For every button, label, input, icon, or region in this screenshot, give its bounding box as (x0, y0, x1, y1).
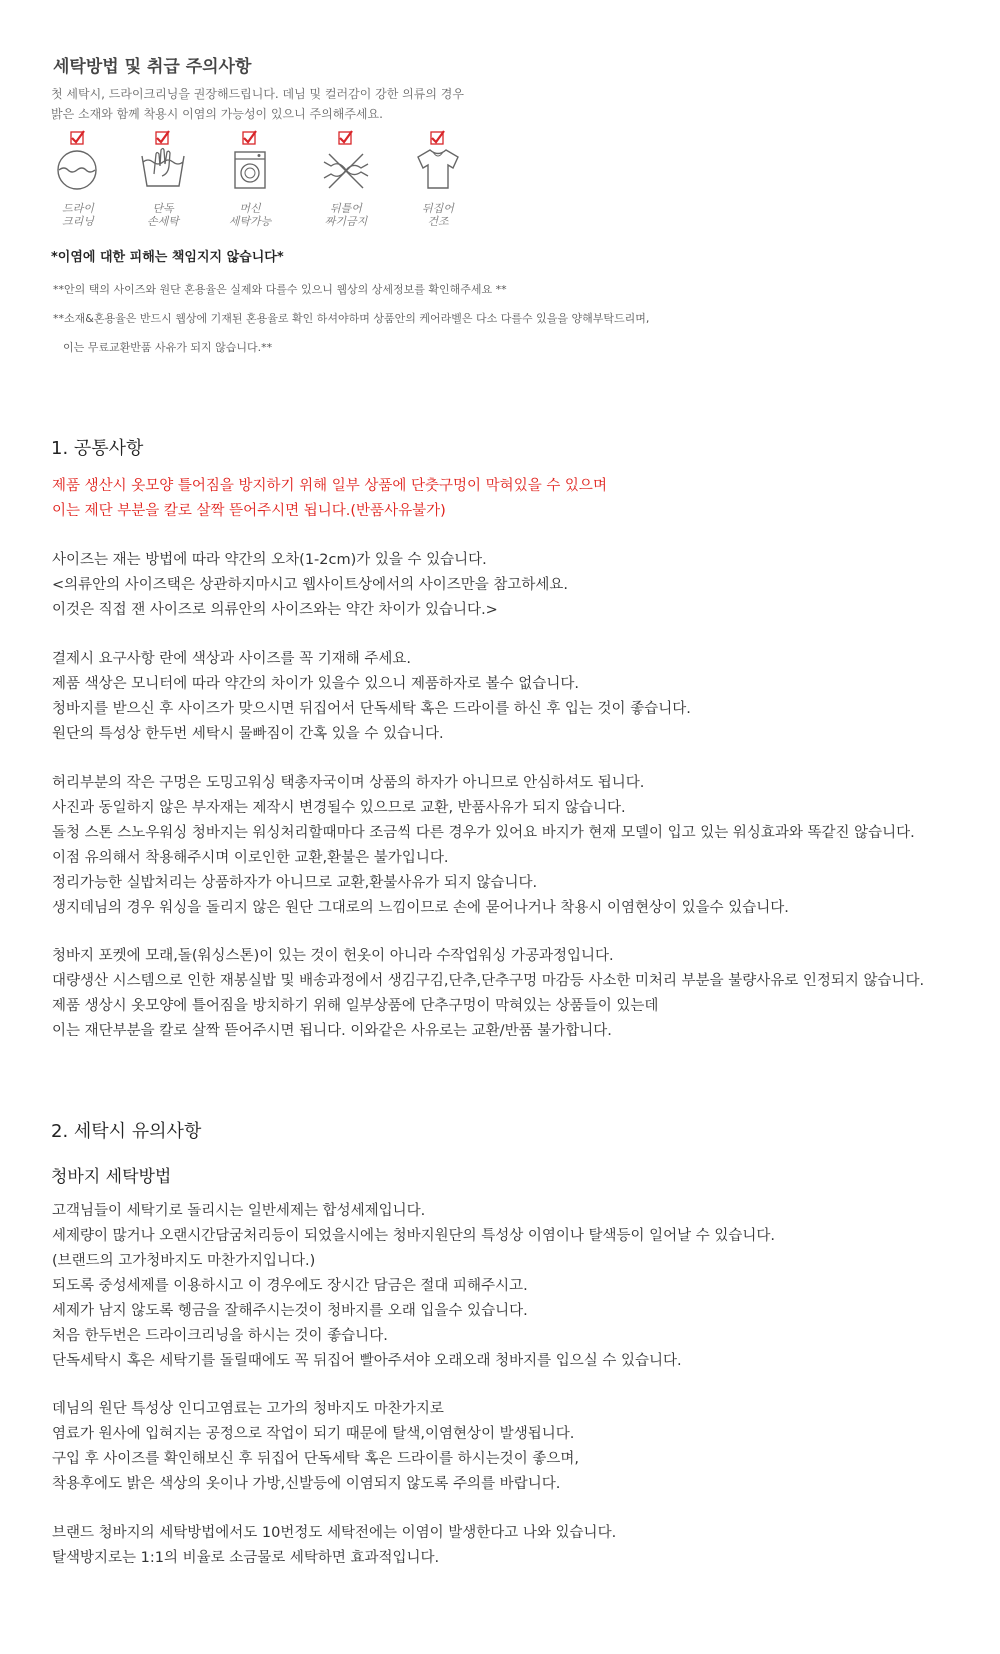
text-line: 이는 재단부분을 칼로 살짝 뜯어주시면 됩니다. 이와같은 사유로는 교환/반품 불가합니다. (52, 1023, 612, 1039)
section1-block2 (52, 647, 691, 747)
dry-clean-icon (53, 130, 103, 200)
hand-wash-icon (138, 130, 188, 200)
care-icon-item (408, 130, 468, 228)
care-title: 세탁방법 및 취급 주의사항 (53, 57, 252, 77)
care-icon-item (133, 130, 193, 228)
text-line: 청바지 포켓에 모래,돌(워싱스톤)이 있는 것이 헌옷이 아니라 수작업워싱 가공과정입니다. (52, 948, 614, 964)
care-intro-line: 밝은 소재와 함께 착용시 이염의 가능성이 있으니 주의해주세요. (51, 107, 383, 121)
section2-block2 (52, 1397, 579, 1497)
text-line: 허리부분의 작은 구멍은 도밍고워싱 택총자국이며 상품의 하자가 아니므로 안심하셔도 됩니다. (52, 775, 645, 791)
text-line: 제품 색상은 모니터에 따라 약간의 차이가 있을수 있으니 제품하자로 볼수 없습니다. (52, 676, 579, 692)
text-line: 정리가능한 실밥처리는 상품하자가 아니므로 교환,환불사유가 되지 않습니다. (52, 875, 538, 891)
text-line: 브랜드 청바지의 세탁방법에서도 10번정도 세탁전에는 이염이 발생한다고 나와 있습니다. (52, 1525, 617, 1541)
section2-block1 (52, 1199, 775, 1374)
icon-label: 뒤틀어 짜기금지 (324, 202, 368, 228)
care-note: 이는 무료교환반품 사유가 되지 않습니다.** (63, 341, 273, 354)
section1-block3 (52, 771, 915, 921)
care-icon-item (220, 130, 280, 228)
text-line: 착용후에도 밝은 색상의 옷이나 가방,신발등에 이염되지 않도록 주의를 바랍니다. (52, 1476, 561, 1492)
text-line: 대량생산 시스템으로 인한 재봉실밥 및 배송과정에서 생김구김,단추,단추구멍 마감등 사소한 미처리 부분을 불량사유로 인정되지 않습니다. (52, 973, 925, 989)
text-line: 고객님들이 세탁기로 돌리시는 일반세제는 합성세제입니다. (52, 1203, 426, 1219)
text-line: 제품 생산시 옷모양 틀어짐을 방지하기 위해 일부 상품에 단춧구멍이 막혀있을 수 있으며 (52, 478, 607, 494)
care-note: **안의 택의 사이즈와 원단 혼용율은 실제와 다를수 있으니 웹상의 상세정보를 확인해주세요 ** (53, 283, 507, 296)
text-line: 사이즈는 재는 방법에 따라 약간의 오차(1-2cm)가 있을 수 있습니다. (52, 552, 487, 568)
text-line: 세제가 남지 않도록 헹금을 잘해주시는것이 청바지를 오래 입을수 있습니다. (52, 1303, 528, 1319)
icon-label: 단독 손세탁 (147, 202, 179, 228)
text-line: 데님의 원단 특성상 인디고염료는 고가의 청바지도 마찬가지로 (52, 1401, 444, 1417)
care-note: **소재&혼용율은 반드시 웹상에 기재된 혼용율로 확인 하셔야하며 상품안의 케어라벨은 다소 다를수 있을을 양해부탁드리며, (53, 312, 650, 325)
care-intro-line: 첫 세탁시, 드라이크리닝을 권장해드립니다. 데님 및 컬러감이 강한 의류의 경우 (51, 87, 464, 101)
text-line: 청바지를 받으신 후 사이즈가 맞으시면 뒤집어서 단독세탁 혹은 드라이를 하신 후 입는 것이 좋습니다. (52, 701, 691, 717)
section1-title: 1. 공통사항 (51, 438, 144, 459)
text-line: <의류안의 사이즈택은 상관하지마시고 웹사이트상에서의 사이즈만을 참고하세요. (52, 577, 569, 593)
text-line: 이것은 직접 잰 사이즈로 의류안의 사이즈와는 약간 차이가 있습니다.> (52, 602, 498, 618)
no-wring-icon (321, 130, 371, 200)
text-line: (브랜드의 고가청바지도 마찬가지입니다.) (52, 1253, 316, 1269)
section1-red-notice (52, 474, 607, 524)
section1-block1 (52, 548, 568, 623)
text-line: 탈색방지로는 1:1의 비율로 소금물로 세탁하면 효과적입니다. (52, 1550, 440, 1566)
text-line: 처음 한두번은 드라이크리닝을 하시는 것이 좋습니다. (52, 1328, 388, 1344)
section2-subtitle: 청바지 세탁방법 (51, 1167, 172, 1187)
text-line: 구입 후 사이즈를 확인해보신 후 뒤집어 단독세탁 혹은 드라이를 하시는것이 좋으며, (52, 1451, 579, 1467)
text-line: 원단의 특성상 한두번 세탁시 물빠짐이 간혹 있을 수 있습니다. (52, 726, 444, 742)
icon-label: 머신 세탁가능 (228, 202, 272, 228)
text-line: 이는 제단 부분을 칼로 살짝 뜯어주시면 됩니다.(반품사유불가) (52, 503, 446, 519)
text-line: 결제시 요구사항 란에 색상과 사이즈를 꼭 기재해 주세요. (52, 651, 412, 667)
text-line: 생지데님의 경우 워싱을 돌리지 않은 원단 그대로의 느낌이므로 손에 묻어나거나 착용시 이염현상이 있을수 있습니다. (52, 900, 789, 916)
section1-block4 (52, 944, 924, 1044)
care-icon-item (48, 130, 108, 228)
text-line: 염료가 원사에 입혀지는 공정으로 작업이 되기 때문에 탈색,이염현상이 발생됩니다. (52, 1426, 575, 1442)
section2-title: 2. 세탁시 유의사항 (51, 1121, 202, 1142)
text-line: 단독세탁시 혹은 세탁기를 돌릴때에도 꼭 뒤집어 빨아주셔야 오래오래 청바지를 입으실 수 있습니다. (52, 1353, 682, 1369)
care-icons (48, 130, 468, 230)
text-line: 되도록 중성세제를 이용하시고 이 경우에도 장시간 담금은 절대 피해주시고. (52, 1278, 528, 1294)
text-line: 돌청 스톤 스노우워싱 청바지는 워싱처리할때마다 조금씩 다른 경우가 있어요 바지가 현재 모델이 입고 있는 워싱효과와 똑같진 않습니다. (52, 825, 915, 841)
icon-label: 드라이 크리닝 (62, 202, 94, 228)
icon-label: 뒤집어 건조 (422, 202, 454, 228)
text-line: 세제량이 많거나 오랜시간담굼처리등이 되었을시에는 청바지원단의 특성상 이염이나 탈색등이 일어날 수 있습니다. (52, 1228, 776, 1244)
washing-machine-icon (225, 130, 275, 200)
section2-block3 (52, 1521, 616, 1571)
care-warning: *이염에 대한 피해는 책임지지 않습니다* (51, 250, 284, 265)
text-line: 사진과 동일하지 않은 부자재는 제작시 변경될수 있으므로 교환, 반품사유가 되지 않습니다. (52, 800, 626, 816)
text-line: 제품 생상시 옷모양에 틀어짐을 방치하기 위해 일부상품에 단추구멍이 막혀있는 상품들이 있는데 (52, 998, 659, 1014)
care-intro (51, 84, 464, 124)
shirt-icon (413, 130, 463, 200)
text-line: 이점 유의해서 착용해주시며 이로인한 교환,환불은 불가입니다. (52, 850, 449, 866)
care-icon-item (316, 130, 376, 228)
